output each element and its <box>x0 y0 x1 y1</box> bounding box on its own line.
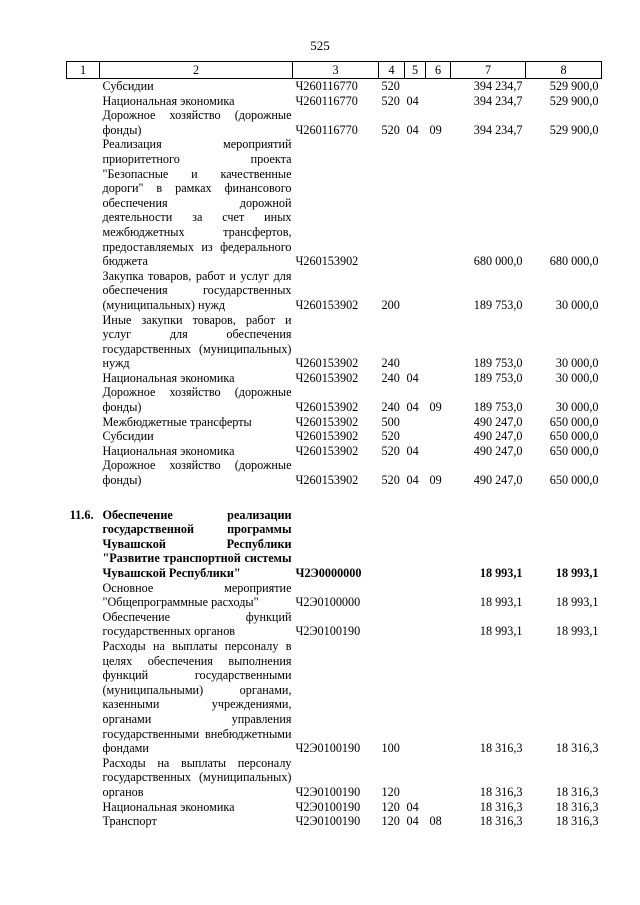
row-subsection <box>426 371 451 386</box>
row-expense-type: 120 <box>381 784 400 799</box>
row-amount-year-1: 490 247,0 <box>473 443 523 458</box>
table-row <box>67 756 602 800</box>
row-amount-year-2: 529 900,0 <box>549 93 599 108</box>
row-target-code: Ч260153902 <box>295 473 359 488</box>
row-expense-type: 240 <box>381 400 400 415</box>
row-section: 04 <box>406 799 419 814</box>
row-expense-type <box>379 508 405 581</box>
row-subsection: 09 <box>429 473 442 488</box>
row-expense-type: 520 <box>381 473 400 488</box>
row-name: Закупка товаров, работ и услуг для обеспечения государственных (муниципальных) нужд <box>102 268 292 312</box>
row-expense-type: 520 <box>381 79 400 93</box>
row-section: 04 <box>406 93 419 108</box>
table-row <box>67 429 602 444</box>
header-col-5: 5 <box>405 62 426 79</box>
row-number <box>67 756 100 800</box>
row-name: Основное мероприятие "Общепрограммные расходы" <box>102 580 292 610</box>
row-subsection <box>426 313 451 371</box>
row-expense-type: 120 <box>381 814 400 829</box>
row-target-code: Ч260153902 <box>295 370 359 385</box>
row-amount-year-1: 490 247,0 <box>473 414 523 429</box>
row-name: Расходы на выплаты персоналу в целях обеспечения выполнения функций государственными (муниципальными) органами, казенными учреждениями, органами управления государственными внебюджетными фондами <box>102 638 292 756</box>
row-number <box>67 581 100 610</box>
row-section: 04 <box>406 443 419 458</box>
row-amount-year-2: 18 316,3 <box>555 784 599 799</box>
row-number <box>67 429 100 444</box>
row-section <box>405 639 426 756</box>
row-target-code: Ч2Э0100190 <box>295 624 361 639</box>
row-amount-year-1: 490 247,0 <box>473 473 523 488</box>
budget-table <box>66 61 602 829</box>
row-amount-year-2: 18 993,1 <box>555 624 599 639</box>
row-subsection: 09 <box>429 400 442 415</box>
row-amount-year-2: 18 316,3 <box>555 799 599 814</box>
row-amount-year-2: 650 000,0 <box>549 473 599 488</box>
row-name: Национальная экономика <box>102 93 235 108</box>
row-number <box>67 610 100 639</box>
row-subsection <box>426 79 451 94</box>
row-section <box>405 137 426 268</box>
table-row <box>67 313 602 371</box>
row-target-code: Ч260153902 <box>295 443 359 458</box>
row-number <box>67 137 100 268</box>
row-number <box>67 313 100 371</box>
row-target-code: Ч260153902 <box>295 429 359 444</box>
table-row <box>67 814 602 829</box>
table-row <box>67 610 602 639</box>
table-row <box>67 79 602 94</box>
row-amount-year-1: 189 753,0 <box>473 297 523 312</box>
row-number <box>67 385 100 414</box>
row-target-code: Ч2Э0000000 <box>295 566 362 580</box>
row-expense-type <box>379 610 405 639</box>
row-expense-type: 520 <box>381 443 400 458</box>
row-amount-year-1: 189 753,0 <box>473 370 523 385</box>
row-expense-type: 200 <box>381 297 400 312</box>
table-row <box>67 444 602 459</box>
row-amount-year-2: 18 993,1 <box>555 595 599 610</box>
row-subsection <box>426 639 451 756</box>
row-subsection <box>426 756 451 800</box>
row-section <box>405 79 426 94</box>
row-name: Субсидии <box>102 79 154 93</box>
row-name: Расходы на выплаты персоналу государственных (муниципальных) органов <box>102 755 292 799</box>
row-amount-year-2: 529 900,0 <box>549 79 599 93</box>
row-section <box>405 313 426 371</box>
row-section: 04 <box>406 370 419 385</box>
row-number <box>67 814 100 829</box>
row-section <box>405 581 426 610</box>
table-row <box>67 385 602 414</box>
table-row <box>67 639 602 756</box>
row-target-code: Ч260153902 <box>295 254 359 269</box>
row-target-code: Ч2Э0100000 <box>295 595 361 610</box>
row-target-code: Ч260153902 <box>295 356 359 371</box>
header-col-8: 8 <box>526 62 602 79</box>
row-subsection <box>426 94 451 109</box>
row-amount-year-2: 650 000,0 <box>549 414 599 429</box>
row-section <box>405 429 426 444</box>
row-number <box>67 269 100 313</box>
header-col-4: 4 <box>379 62 405 79</box>
row-name: Дорожное хозяйство (дорожные фонды) <box>102 385 292 415</box>
row-target-code: Ч2Э0100190 <box>295 741 361 756</box>
row-expense-type: 240 <box>381 370 400 385</box>
row-amount-year-1: 189 753,0 <box>473 400 523 415</box>
row-amount-year-2: 18 316,3 <box>555 814 599 829</box>
row-amount-year-1: 18 316,3 <box>479 784 523 799</box>
header-col-6: 6 <box>426 62 451 79</box>
row-name: Национальная экономика <box>102 443 235 458</box>
row-subsection <box>426 137 451 268</box>
row-expense-type: 520 <box>381 93 400 108</box>
table-row <box>67 458 602 487</box>
row-amount-year-2: 18 316,3 <box>555 741 599 756</box>
table-row <box>67 137 602 268</box>
row-name: Межбюджетные трансферты <box>102 414 252 429</box>
row-number <box>67 79 100 94</box>
spacer-row <box>67 488 602 508</box>
row-number <box>67 108 100 137</box>
row-amount-year-2: 650 000,0 <box>549 429 599 444</box>
row-amount-year-2: 529 900,0 <box>549 122 599 137</box>
table-row <box>67 581 602 610</box>
row-section <box>405 756 426 800</box>
row-number <box>67 94 100 109</box>
row-name: Дорожное хозяйство (дорожные фонды) <box>102 108 292 137</box>
row-section <box>405 508 426 581</box>
row-number <box>67 639 100 756</box>
row-number <box>67 415 100 430</box>
row-section: 04 <box>406 473 419 488</box>
row-expense-type: 520 <box>381 122 400 137</box>
row-name: Обеспечение реализации государственной программы Чувашской Республики "Развитие транспортной системы Чувашской Республики" <box>102 507 292 580</box>
row-name: Реализация мероприятий приоритетного проекта "Безопасные и качественные дороги" в рамках финансового обеспечения дорожной деятельности за счет иных межбюджетных трансфертов, предоставляемых из федерального бюджета <box>102 137 292 269</box>
row-expense-type: 520 <box>381 429 400 444</box>
row-expense-type: 100 <box>381 741 400 756</box>
row-section: 04 <box>406 400 419 415</box>
row-amount-year-1: 18 993,1 <box>479 595 523 610</box>
row-amount-year-2: 30 000,0 <box>555 400 599 415</box>
spacer-cell <box>67 488 602 508</box>
header-col-7: 7 <box>451 62 526 79</box>
row-expense-type: 240 <box>381 356 400 371</box>
table-row <box>67 108 602 137</box>
row-subsection <box>426 581 451 610</box>
row-expense-type <box>379 581 405 610</box>
table-row <box>67 269 602 313</box>
table-row <box>67 800 602 815</box>
row-target-code: Ч2Э0100190 <box>295 784 361 799</box>
row-target-code: Ч2Э0100190 <box>295 814 361 829</box>
row-amount-year-2: 18 993,1 <box>555 566 599 580</box>
row-section <box>405 610 426 639</box>
row-amount-year-2: 30 000,0 <box>555 356 599 371</box>
row-subsection: 08 <box>429 814 442 829</box>
header-row <box>67 62 602 79</box>
row-section: 04 <box>406 122 419 137</box>
row-target-code: Ч260116770 <box>295 122 358 137</box>
table-header <box>67 62 602 79</box>
row-amount-year-1: 394 234,7 <box>473 122 523 137</box>
row-target-code: Ч260116770 <box>295 79 358 93</box>
row-amount-year-1: 394 234,7 <box>473 79 523 93</box>
header-col-1: 1 <box>67 62 100 79</box>
row-amount-year-1: 394 234,7 <box>473 93 523 108</box>
row-amount-year-1: 490 247,0 <box>473 429 523 444</box>
row-subsection <box>426 429 451 444</box>
row-subsection <box>426 800 451 815</box>
row-subsection: 09 <box>429 122 442 137</box>
row-subsection <box>426 508 451 581</box>
row-name: Обеспечение функций государственных органов <box>102 609 292 639</box>
row-amount-year-1: 18 316,3 <box>479 814 523 829</box>
row-amount-year-1: 189 753,0 <box>473 356 523 371</box>
row-section <box>405 415 426 430</box>
row-expense-type: 500 <box>381 414 400 429</box>
row-number <box>67 444 100 459</box>
row-section: 04 <box>406 814 419 829</box>
row-section <box>405 269 426 313</box>
row-target-code: Ч260153902 <box>295 297 359 312</box>
row-amount-year-2: 30 000,0 <box>555 297 599 312</box>
table-row <box>67 415 602 430</box>
row-name: Национальная экономика <box>102 370 235 385</box>
row-name: Национальная экономика <box>102 799 235 814</box>
row-subsection <box>426 269 451 313</box>
row-subsection <box>426 444 451 459</box>
table-body <box>67 79 602 829</box>
row-name: Транспорт <box>102 814 157 829</box>
header-col-3: 3 <box>293 62 379 79</box>
row-subsection <box>426 610 451 639</box>
row-expense-type <box>379 137 405 268</box>
table-row <box>67 94 602 109</box>
table-row <box>67 508 602 581</box>
row-name: Субсидии <box>102 429 154 444</box>
row-target-code: Ч260153902 <box>295 414 359 429</box>
row-amount-year-2: 30 000,0 <box>555 370 599 385</box>
row-amount-year-1: 18 316,3 <box>479 741 523 756</box>
row-amount-year-1: 18 993,1 <box>479 624 523 639</box>
row-name: Иные закупки товаров, работ и услуг для обеспечения государственных (муниципальных) нужд <box>102 312 292 371</box>
row-amount-year-1: 18 993,1 <box>479 566 523 580</box>
row-number: 11.6. <box>69 507 94 522</box>
row-amount-year-2: 680 000,0 <box>549 254 599 269</box>
page-number: 525 <box>310 38 330 53</box>
header-col-2: 2 <box>100 62 293 79</box>
row-expense-type: 120 <box>381 799 400 814</box>
row-target-code: Ч2Э0100190 <box>295 799 361 814</box>
row-amount-year-1: 18 316,3 <box>479 799 523 814</box>
row-subsection <box>426 415 451 430</box>
table-row <box>67 371 602 386</box>
row-number <box>67 800 100 815</box>
row-number <box>67 371 100 386</box>
row-amount-year-2: 650 000,0 <box>549 443 599 458</box>
row-target-code: Ч260153902 <box>295 400 359 415</box>
row-target-code: Ч260116770 <box>295 93 358 108</box>
row-name: Дорожное хозяйство (дорожные фонды) <box>102 458 292 488</box>
row-number <box>67 458 100 487</box>
row-amount-year-1: 680 000,0 <box>473 254 523 269</box>
